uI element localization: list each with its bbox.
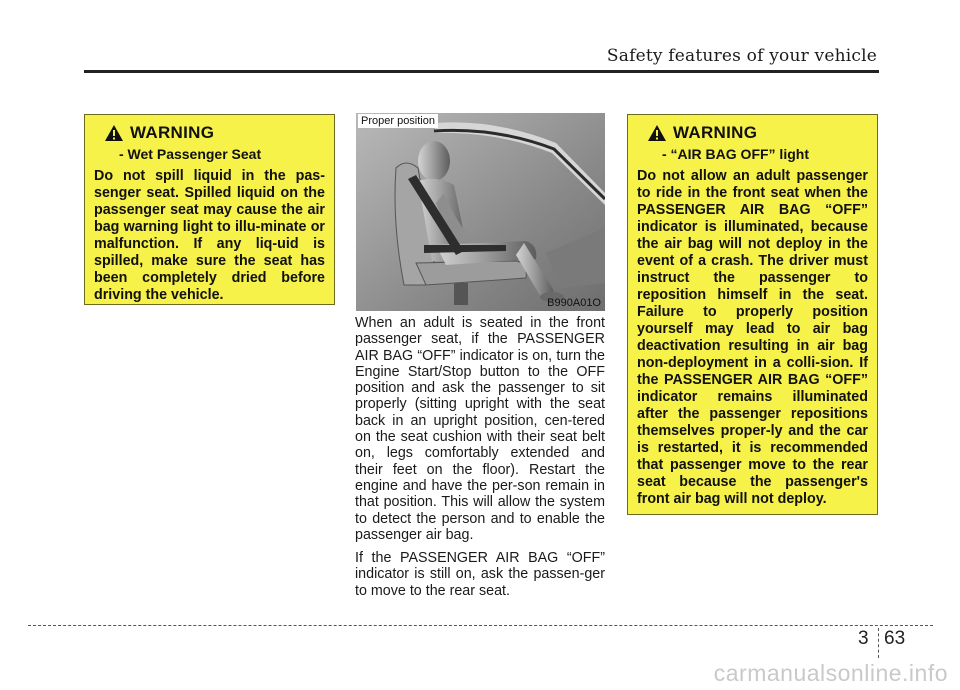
warning-header (637, 123, 868, 143)
figure-label: Proper position (358, 114, 438, 128)
watermark: carmanualsonline.info (713, 660, 948, 686)
instruction-paragraph-1: When an adult is seated in the front passenger seat, if the PASSENGER AIR BAG “OFF” indicator is on, turn the Engine Start/Stop button to the OFF position and ask the passenger to sit properly (sitting upright with the seat back in an upright position, cen-tered on the seat cushion with their seat belt on, legs comfortably extended and their feet on the floor). Restart the engine and have the per-son remain in that position. This will allow the system to detect the person and to enable the passenger air bag. (355, 315, 605, 543)
warning-title: WARNING (673, 123, 758, 142)
seated-passenger-illustration (356, 113, 605, 311)
warning-body: Do not spill liquid in the pas-senger seat. Spilled liquid on the passenger seat may cause the air bag warning light to illu-minate or malfunction. If any liq-uid is spilled, make sure the seat has been completely dried before driving the vehicle. (94, 168, 325, 303)
warning-body: Do not allow an adult passenger to ride in the front seat when the PASSENGER AIR BAG “OFF” indicator is illuminated, because the air bag will not deploy in the event of a crash. The driver must instruct the passenger to reposition himself in the seat. Failure to properly position yourself may lead to air bag deactivation resulting in air bag non-deployment in a colli-sion. If the PASSENGER AIR BAG “OFF” indicator remains illuminated after the passenger repositions themselves proper-ly and the car is restarted, it is recommended that passenger move to the rear seat because the passenger's front air bag will not deploy. (637, 168, 868, 507)
warning-title: WARNING (130, 123, 215, 142)
warning-box-wet-seat (84, 114, 335, 305)
figure-code: B990A01O (547, 297, 601, 309)
footer-rule (28, 625, 933, 626)
warning-triangle-icon (104, 124, 124, 142)
header-rule (84, 70, 879, 73)
page-number-separator (878, 628, 879, 658)
warning-box-air-bag-off (627, 114, 878, 515)
warning-subtitle: - Wet Passenger Seat (119, 146, 262, 162)
page-number: 63 (884, 628, 906, 649)
instruction-text (355, 315, 605, 606)
proper-position-figure (356, 113, 605, 311)
warning-header (94, 123, 325, 143)
chapter-number: 3 (858, 628, 869, 649)
section-title: Safety features of your vehicle (606, 46, 877, 66)
warning-triangle-icon (647, 124, 667, 142)
warning-subtitle: - “AIR BAG OFF” light (662, 146, 809, 162)
instruction-paragraph-2: If the PASSENGER AIR BAG “OFF” indicator is still on, ask the passen-ger to move to the rear seat. (355, 550, 605, 599)
